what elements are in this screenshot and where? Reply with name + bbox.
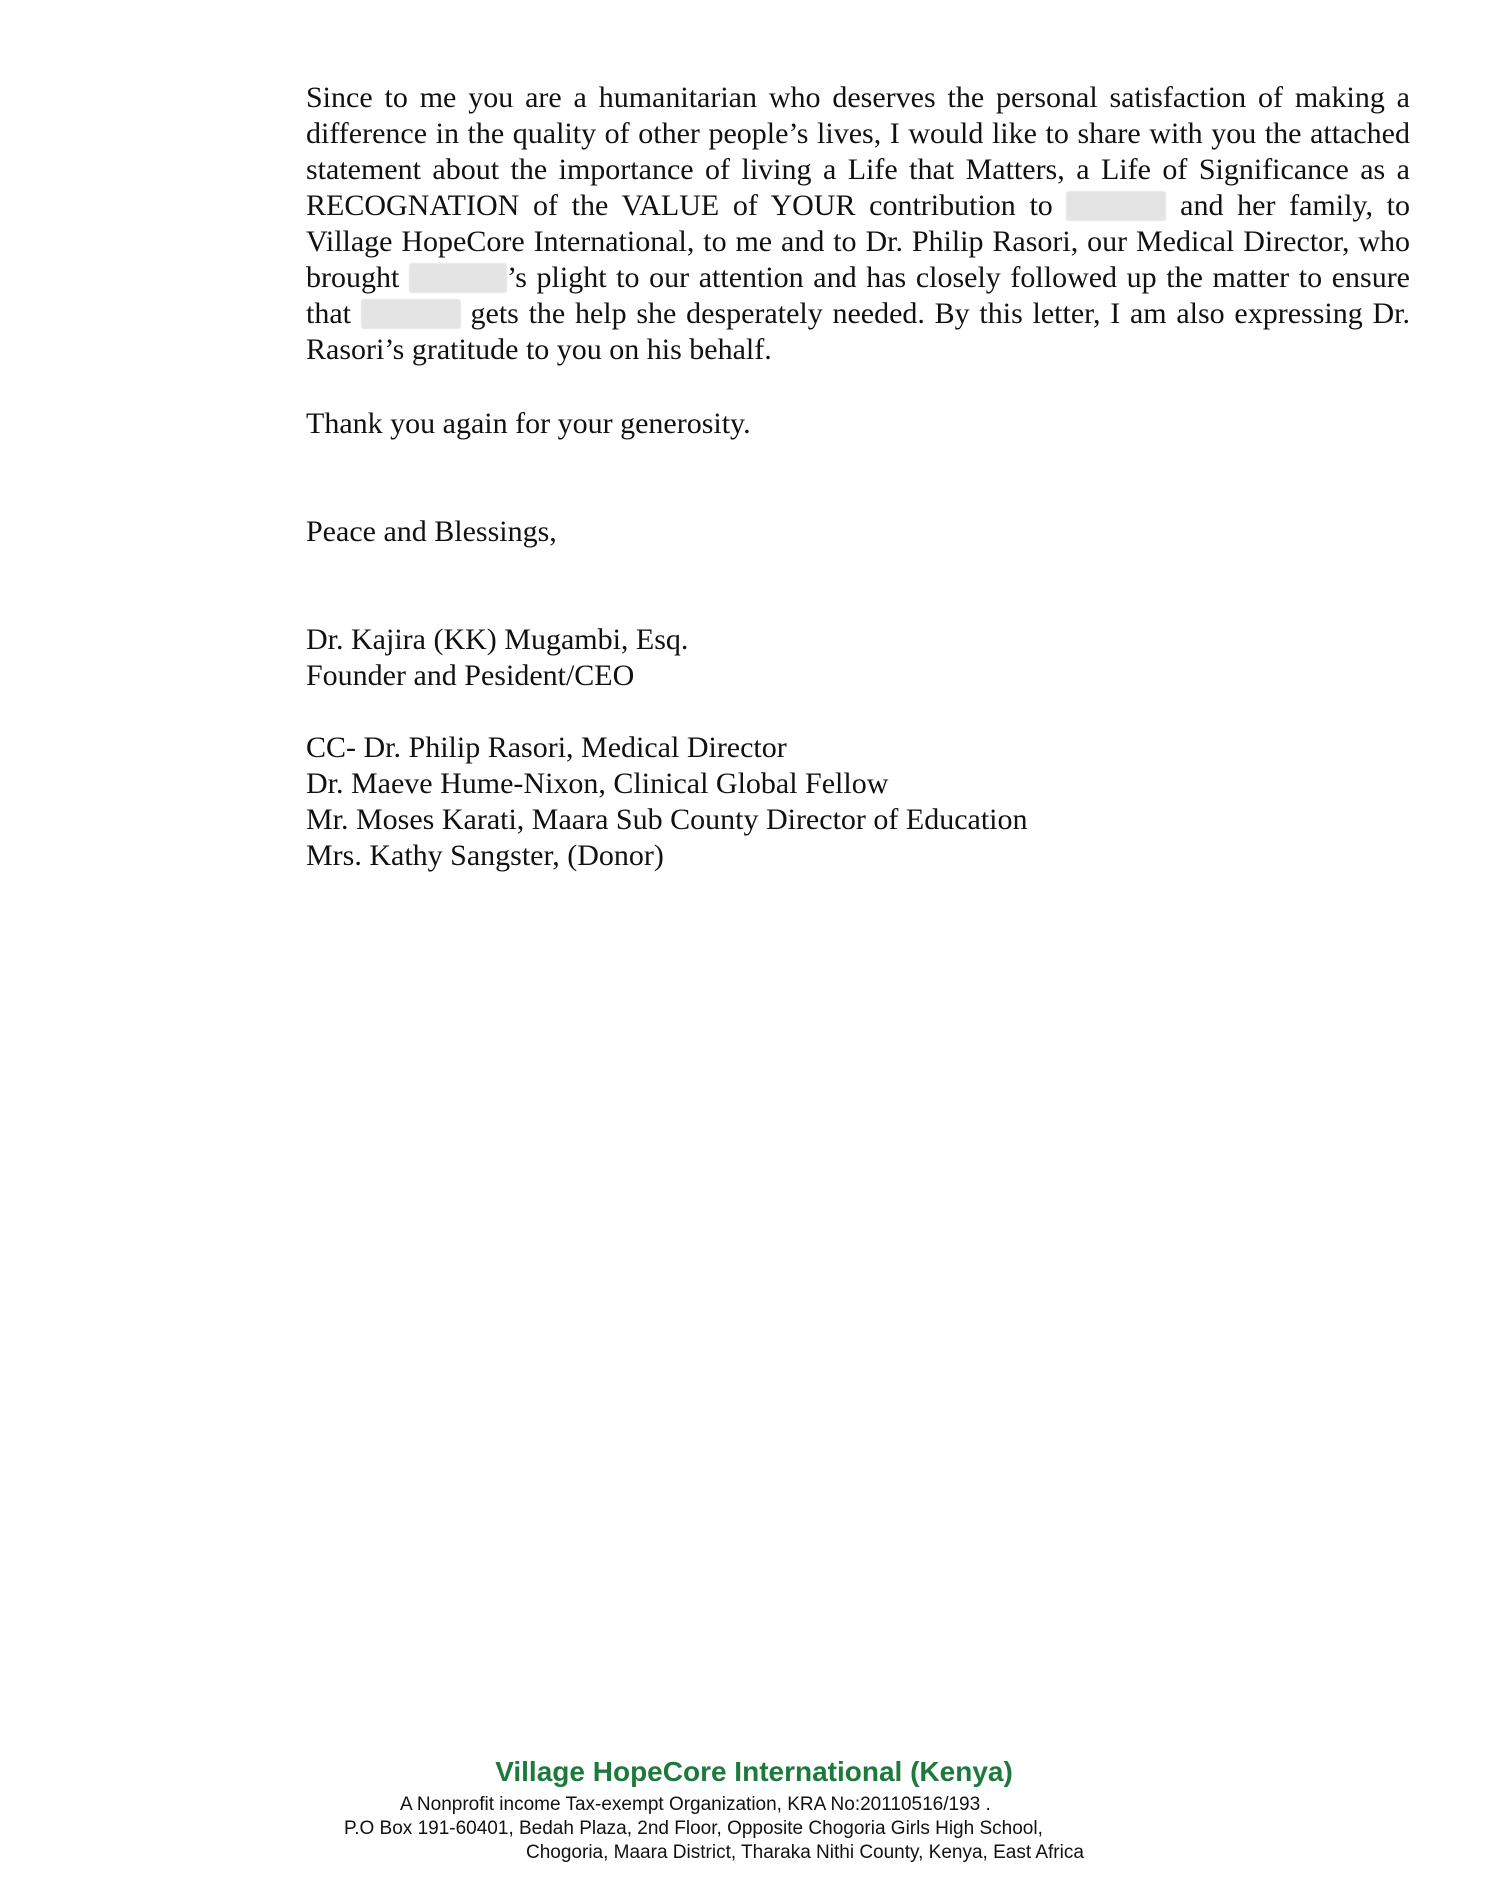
signatory-name: Dr. Kajira (KK) Mugambi, Esq.	[306, 623, 689, 656]
cc-item: Mr. Moses Karati, Maara Sub County Director of Education	[306, 803, 1028, 836]
paragraph-text-2: and her family, to Village HopeCore International, to me and to Dr. Philip Rasori, our Medical Director, who brought	[306, 189, 1410, 294]
organization-name: Village HopeCore International (Kenya)	[495, 1756, 1013, 1787]
thanks-line: Thank you again for your generosity.	[306, 407, 751, 440]
cc-item: Dr. Maeve Hume-Nixon, Clinical Global Fellow	[306, 767, 889, 800]
footer-location-line: Chogoria, Maara District, Tharaka Nithi County, Kenya, East Africa	[526, 1842, 1084, 1863]
footer-tax-line: A Nonprofit income Tax-exempt Organization, KRA No:20110516/193 .	[400, 1794, 991, 1815]
redacted-name	[1066, 191, 1166, 221]
paragraph-text-1: Since to me you are a humanitarian who deserves the personal satisfaction of making a difference in the quality of other people’s lives, I would like to share with you the attached statement about the importance of living a Life that Matters, a Life of Significance as a RECOGNATION of the VALUE of YOUR contribution to	[306, 81, 1410, 222]
cc-item: CC- Dr. Philip Rasori, Medical Director	[306, 731, 787, 764]
cc-item: Mrs. Kathy Sangster, (Donor)	[306, 839, 664, 872]
main-paragraph	[306, 80, 1410, 368]
closing-line: Peace and Blessings,	[306, 515, 557, 548]
redacted-name	[361, 299, 461, 329]
redacted-name	[409, 263, 507, 293]
paragraph-text-3: ’s plight to our attention and has closely followed up the matter to ensure that	[306, 261, 1410, 330]
paragraph-text-4: gets the help she desperately needed. By this letter, I am also expressing Dr. Rasori’s gratitude to you on his behalf.	[306, 297, 1410, 366]
signatory-title: Founder and Pesident/CEO	[306, 659, 635, 692]
signature-block	[306, 622, 688, 694]
cc-list	[306, 730, 1028, 874]
letter-body	[306, 80, 1410, 368]
footer-address-line: P.O Box 191-60401, Bedah Plaza, 2nd Floor, Opposite Chogoria Girls High School,	[344, 1818, 1043, 1839]
